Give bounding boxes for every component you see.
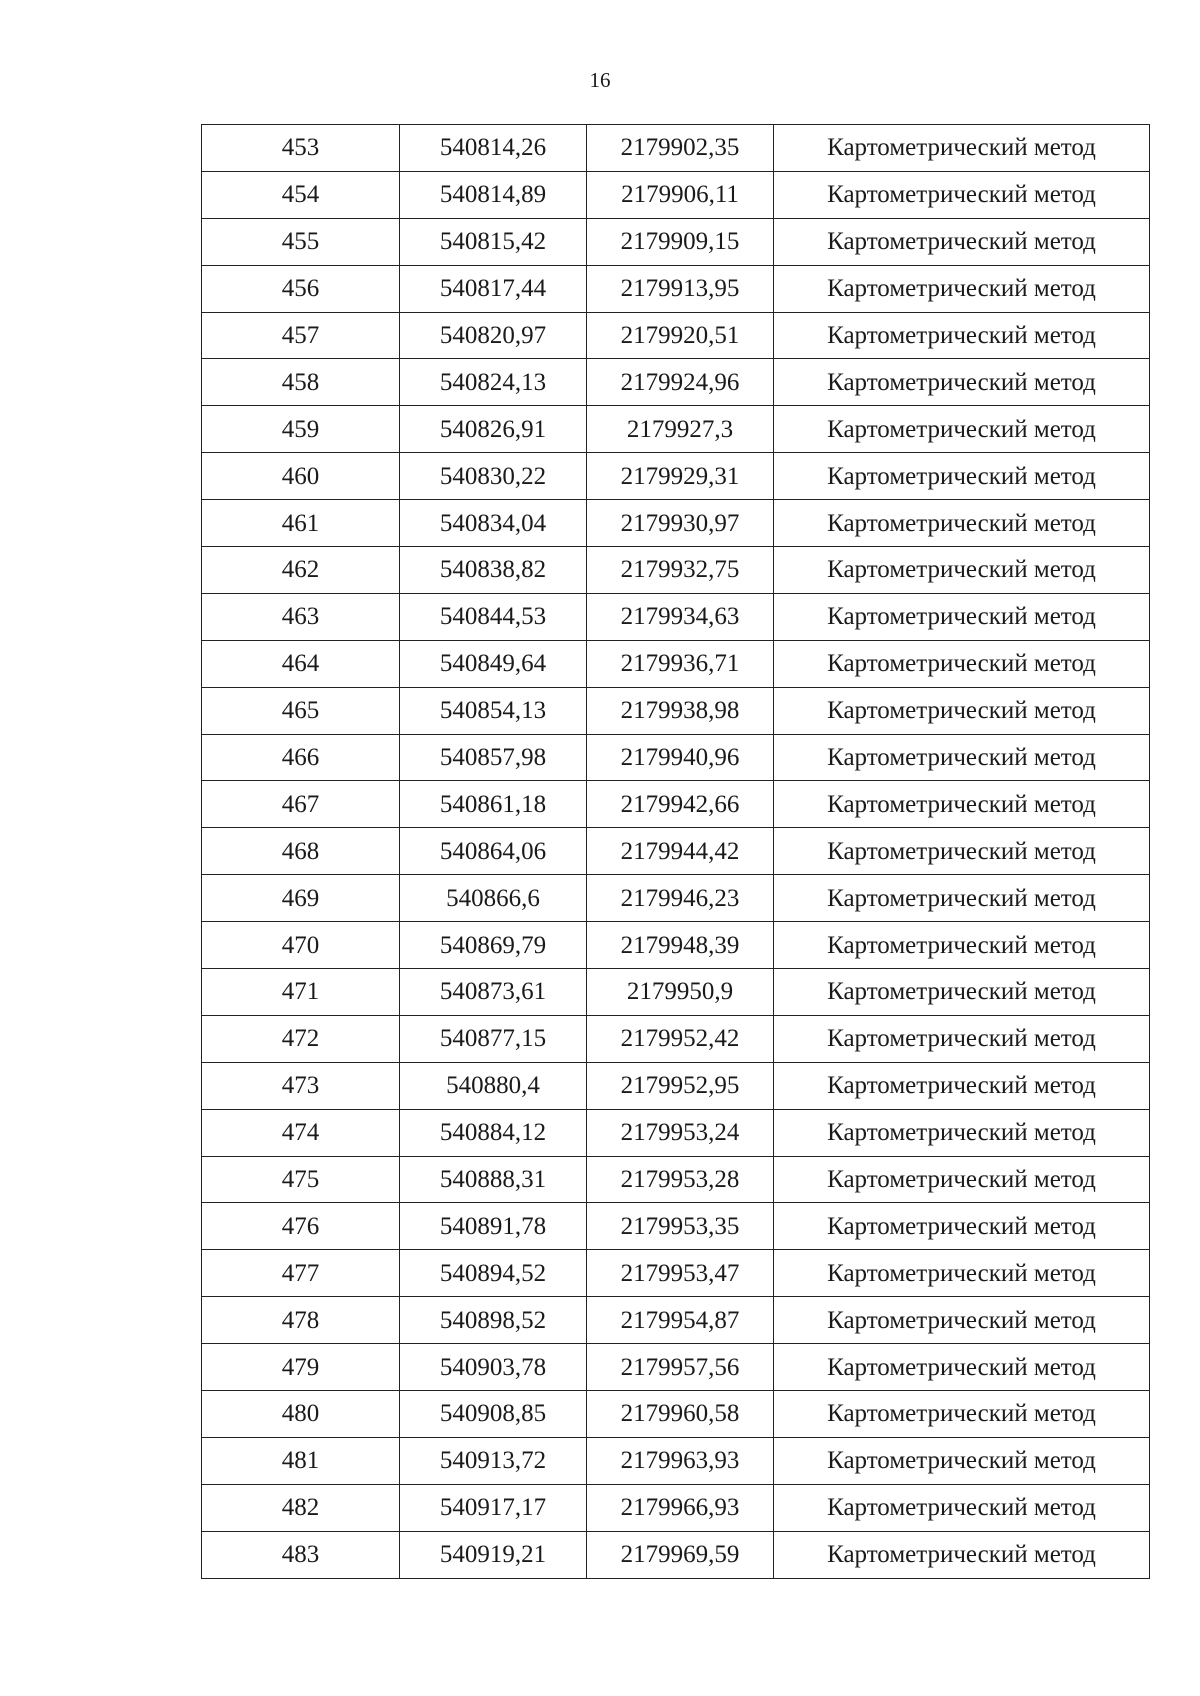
point-number-cell: 463 xyxy=(202,593,400,640)
method-cell: Картометрический метод xyxy=(774,969,1150,1016)
x-coordinate-cell: 540849,64 xyxy=(400,640,587,687)
x-coordinate-cell: 540884,12 xyxy=(400,1109,587,1156)
y-coordinate-cell: 2179952,95 xyxy=(587,1062,774,1109)
table-row xyxy=(202,734,1150,781)
table-row xyxy=(202,218,1150,265)
x-coordinate-cell: 540814,89 xyxy=(400,171,587,218)
x-coordinate-cell: 540866,6 xyxy=(400,875,587,922)
x-coordinate-cell: 540817,44 xyxy=(400,265,587,312)
y-coordinate-cell: 2179934,63 xyxy=(587,593,774,640)
point-number-cell: 482 xyxy=(202,1484,400,1531)
table-row xyxy=(202,1484,1150,1531)
x-coordinate-cell: 540826,91 xyxy=(400,406,587,453)
table-row xyxy=(202,547,1150,594)
table-row xyxy=(202,1203,1150,1250)
point-number-cell: 454 xyxy=(202,171,400,218)
method-cell: Картометрический метод xyxy=(774,218,1150,265)
table-row xyxy=(202,1015,1150,1062)
y-coordinate-cell: 2179944,42 xyxy=(587,828,774,875)
y-coordinate-cell: 2179929,31 xyxy=(587,453,774,500)
y-coordinate-cell: 2179953,28 xyxy=(587,1156,774,1203)
point-number-cell: 478 xyxy=(202,1297,400,1344)
x-coordinate-cell: 540869,79 xyxy=(400,922,587,969)
method-cell: Картометрический метод xyxy=(774,1391,1150,1438)
table-row xyxy=(202,687,1150,734)
y-coordinate-cell: 2179924,96 xyxy=(587,359,774,406)
x-coordinate-cell: 540880,4 xyxy=(400,1062,587,1109)
x-coordinate-cell: 540877,15 xyxy=(400,1015,587,1062)
table-row xyxy=(202,265,1150,312)
method-cell: Картометрический метод xyxy=(774,265,1150,312)
table-row xyxy=(202,312,1150,359)
method-cell: Картометрический метод xyxy=(774,1437,1150,1484)
y-coordinate-cell: 2179940,96 xyxy=(587,734,774,781)
x-coordinate-cell: 540815,42 xyxy=(400,218,587,265)
y-coordinate-cell: 2179963,93 xyxy=(587,1437,774,1484)
method-cell: Картометрический метод xyxy=(774,547,1150,594)
method-cell: Картометрический метод xyxy=(774,781,1150,828)
point-number-cell: 481 xyxy=(202,1437,400,1484)
coordinates-table-body xyxy=(202,125,1150,1579)
table-row xyxy=(202,1109,1150,1156)
x-coordinate-cell: 540919,21 xyxy=(400,1531,587,1578)
x-coordinate-cell: 540917,17 xyxy=(400,1484,587,1531)
table-row xyxy=(202,922,1150,969)
method-cell: Картометрический метод xyxy=(774,1250,1150,1297)
point-number-cell: 464 xyxy=(202,640,400,687)
table-row xyxy=(202,1156,1150,1203)
point-number-cell: 455 xyxy=(202,218,400,265)
y-coordinate-cell: 2179936,71 xyxy=(587,640,774,687)
table-row xyxy=(202,781,1150,828)
table-row xyxy=(202,1062,1150,1109)
x-coordinate-cell: 540864,06 xyxy=(400,828,587,875)
table-row xyxy=(202,500,1150,547)
method-cell: Картометрический метод xyxy=(774,1203,1150,1250)
point-number-cell: 470 xyxy=(202,922,400,969)
table-row xyxy=(202,1531,1150,1578)
x-coordinate-cell: 540844,53 xyxy=(400,593,587,640)
x-coordinate-cell: 540894,52 xyxy=(400,1250,587,1297)
point-number-cell: 453 xyxy=(202,125,400,172)
point-number-cell: 469 xyxy=(202,875,400,922)
x-coordinate-cell: 540861,18 xyxy=(400,781,587,828)
x-coordinate-cell: 540830,22 xyxy=(400,453,587,500)
point-number-cell: 468 xyxy=(202,828,400,875)
point-number-cell: 460 xyxy=(202,453,400,500)
point-number-cell: 479 xyxy=(202,1344,400,1391)
method-cell: Картометрический метод xyxy=(774,359,1150,406)
y-coordinate-cell: 2179909,15 xyxy=(587,218,774,265)
method-cell: Картометрический метод xyxy=(774,1109,1150,1156)
x-coordinate-cell: 540834,04 xyxy=(400,500,587,547)
method-cell: Картометрический метод xyxy=(774,1297,1150,1344)
y-coordinate-cell: 2179952,42 xyxy=(587,1015,774,1062)
table-row xyxy=(202,359,1150,406)
table-row xyxy=(202,1344,1150,1391)
method-cell: Картометрический метод xyxy=(774,1156,1150,1203)
table-row xyxy=(202,406,1150,453)
y-coordinate-cell: 2179948,39 xyxy=(587,922,774,969)
point-number-cell: 466 xyxy=(202,734,400,781)
table-row xyxy=(202,171,1150,218)
y-coordinate-cell: 2179946,23 xyxy=(587,875,774,922)
method-cell: Картометрический метод xyxy=(774,922,1150,969)
x-coordinate-cell: 540908,85 xyxy=(400,1391,587,1438)
y-coordinate-cell: 2179953,47 xyxy=(587,1250,774,1297)
point-number-cell: 476 xyxy=(202,1203,400,1250)
method-cell: Картометрический метод xyxy=(774,734,1150,781)
x-coordinate-cell: 540857,98 xyxy=(400,734,587,781)
table-row xyxy=(202,593,1150,640)
table-row xyxy=(202,1250,1150,1297)
point-number-cell: 480 xyxy=(202,1391,400,1438)
x-coordinate-cell: 540913,72 xyxy=(400,1437,587,1484)
y-coordinate-cell: 2179950,9 xyxy=(587,969,774,1016)
point-number-cell: 477 xyxy=(202,1250,400,1297)
point-number-cell: 465 xyxy=(202,687,400,734)
method-cell: Картометрический метод xyxy=(774,453,1150,500)
table-row xyxy=(202,828,1150,875)
y-coordinate-cell: 2179957,56 xyxy=(587,1344,774,1391)
y-coordinate-cell: 2179953,35 xyxy=(587,1203,774,1250)
method-cell: Картометрический метод xyxy=(774,500,1150,547)
table-row xyxy=(202,969,1150,1016)
point-number-cell: 473 xyxy=(202,1062,400,1109)
method-cell: Картометрический метод xyxy=(774,875,1150,922)
method-cell: Картометрический метод xyxy=(774,312,1150,359)
page-number: 16 xyxy=(589,68,611,92)
method-cell: Картометрический метод xyxy=(774,1015,1150,1062)
x-coordinate-cell: 540891,78 xyxy=(400,1203,587,1250)
y-coordinate-cell: 2179969,59 xyxy=(587,1531,774,1578)
point-number-cell: 459 xyxy=(202,406,400,453)
method-cell: Картометрический метод xyxy=(774,593,1150,640)
y-coordinate-cell: 2179913,95 xyxy=(587,265,774,312)
method-cell: Картометрический метод xyxy=(774,640,1150,687)
table-row xyxy=(202,1391,1150,1438)
method-cell: Картометрический метод xyxy=(774,1062,1150,1109)
x-coordinate-cell: 540824,13 xyxy=(400,359,587,406)
y-coordinate-cell: 2179960,58 xyxy=(587,1391,774,1438)
x-coordinate-cell: 540820,97 xyxy=(400,312,587,359)
x-coordinate-cell: 540814,26 xyxy=(400,125,587,172)
coordinates-table xyxy=(201,124,1150,1579)
method-cell: Картометрический метод xyxy=(774,1344,1150,1391)
point-number-cell: 467 xyxy=(202,781,400,828)
point-number-cell: 461 xyxy=(202,500,400,547)
y-coordinate-cell: 2179938,98 xyxy=(587,687,774,734)
method-cell: Картометрический метод xyxy=(774,125,1150,172)
point-number-cell: 475 xyxy=(202,1156,400,1203)
table-row xyxy=(202,125,1150,172)
method-cell: Картометрический метод xyxy=(774,687,1150,734)
point-number-cell: 458 xyxy=(202,359,400,406)
point-number-cell: 474 xyxy=(202,1109,400,1156)
x-coordinate-cell: 540898,52 xyxy=(400,1297,587,1344)
table-row xyxy=(202,1437,1150,1484)
y-coordinate-cell: 2179953,24 xyxy=(587,1109,774,1156)
method-cell: Картометрический метод xyxy=(774,1484,1150,1531)
point-number-cell: 456 xyxy=(202,265,400,312)
y-coordinate-cell: 2179902,35 xyxy=(587,125,774,172)
x-coordinate-cell: 540873,61 xyxy=(400,969,587,1016)
point-number-cell: 462 xyxy=(202,547,400,594)
point-number-cell: 471 xyxy=(202,969,400,1016)
y-coordinate-cell: 2179942,66 xyxy=(587,781,774,828)
x-coordinate-cell: 540888,31 xyxy=(400,1156,587,1203)
x-coordinate-cell: 540838,82 xyxy=(400,547,587,594)
y-coordinate-cell: 2179906,11 xyxy=(587,171,774,218)
method-cell: Картометрический метод xyxy=(774,828,1150,875)
method-cell: Картометрический метод xyxy=(774,406,1150,453)
table-row xyxy=(202,453,1150,500)
point-number-cell: 472 xyxy=(202,1015,400,1062)
method-cell: Картометрический метод xyxy=(774,1531,1150,1578)
point-number-cell: 457 xyxy=(202,312,400,359)
x-coordinate-cell: 540903,78 xyxy=(400,1344,587,1391)
y-coordinate-cell: 2179954,87 xyxy=(587,1297,774,1344)
table-row xyxy=(202,1297,1150,1344)
method-cell: Картометрический метод xyxy=(774,171,1150,218)
x-coordinate-cell: 540854,13 xyxy=(400,687,587,734)
y-coordinate-cell: 2179966,93 xyxy=(587,1484,774,1531)
point-number-cell: 483 xyxy=(202,1531,400,1578)
y-coordinate-cell: 2179920,51 xyxy=(587,312,774,359)
y-coordinate-cell: 2179927,3 xyxy=(587,406,774,453)
table-row xyxy=(202,875,1150,922)
table-row xyxy=(202,640,1150,687)
y-coordinate-cell: 2179930,97 xyxy=(587,500,774,547)
y-coordinate-cell: 2179932,75 xyxy=(587,547,774,594)
